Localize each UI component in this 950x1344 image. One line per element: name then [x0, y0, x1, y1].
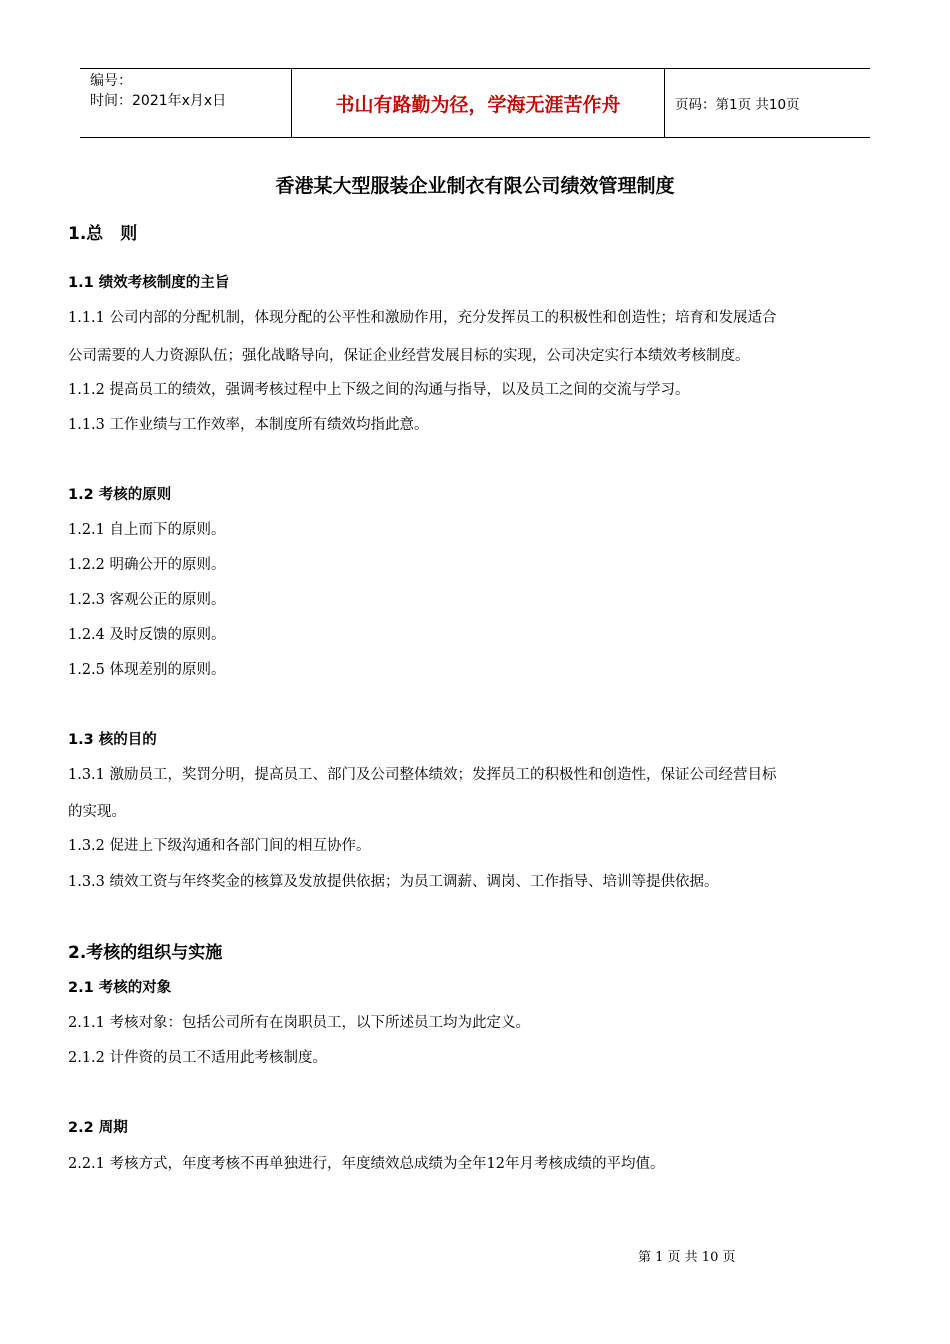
subsection-heading: 2.2 周期: [68, 1120, 128, 1136]
paragraph: 1.1.2 提高员工的绩效，强调考核过程中上下级之间的沟通与指导，以及员工之间的交流与学习。: [68, 382, 690, 398]
date-label: 时间：2021年x月x日: [90, 93, 227, 109]
paragraph: 2.1.2 计件资的员工不适用此考核制度。: [68, 1050, 328, 1066]
paragraph: 1.2.5 体现差别的原则。: [68, 662, 226, 678]
header-page-info: 页码：第1页 共10页: [675, 97, 800, 113]
paragraph: 1.1.3 工作业绩与工作效率，本制度所有绩效均指此意。: [68, 417, 429, 433]
subsection-heading: 1.2 考核的原则: [68, 487, 172, 503]
paragraph: 1.2.1 自上而下的原则。: [68, 522, 226, 538]
number-label: 编号：: [90, 73, 132, 89]
paragraph: 2.1.1 考核对象：包括公司所有在岗职员工，以下所述员工均为此定义。: [68, 1015, 531, 1031]
subsection-heading: 1.3 核的目的: [68, 732, 157, 748]
paragraph: 1.3.3 绩效工资与年终奖金的核算及发放提供依据；为员工调薪、调岗、工作指导、培训等提供依据。: [68, 874, 719, 890]
paragraph: 的实现。: [68, 804, 126, 820]
header-motto: 书山有路勤为径，学海无涯苦作舟: [292, 69, 665, 137]
subsection-heading: 2.1 考核的对象: [68, 980, 172, 996]
paragraph: 公司需要的人力资源队伍；强化战略导向，保证企业经营发展目标的实现，公司决定实行本绩效考核制度。: [68, 348, 750, 364]
document-title: 香港某大型服装企业制衣有限公司绩效管理制度: [275, 175, 675, 197]
header-meta: [80, 69, 292, 137]
paragraph: 1.1.1 公司内部的分配机制，体现分配的公平性和激励作用，充分发挥员工的积极性和创造性；培育和发展适合: [68, 310, 777, 326]
paragraph: 1.2.3 客观公正的原则。: [68, 592, 226, 608]
subsection-heading: 1.1 绩效考核制度的主旨: [68, 275, 230, 291]
section-heading: 2.考核的组织与实施: [68, 943, 223, 963]
paragraph: 2.2.1 考核方式，年度考核不再单独进行，年度绩效总成绩为全年12年月考核成绩的平均值。: [68, 1156, 665, 1172]
paragraph: 1.3.2 促进上下级沟通和各部门间的相互协作。: [68, 838, 371, 854]
section-heading: 1.总 则: [68, 224, 138, 244]
page-footer: 第 1 页 共 10 页: [638, 1250, 736, 1265]
paragraph: 1.2.4 及时反馈的原则。: [68, 627, 226, 643]
paragraph: 1.2.2 明确公开的原则。: [68, 557, 226, 573]
paragraph: 1.3.1 激励员工，奖罚分明，提高员工、部门及公司整体绩效；发挥员工的积极性和创造性，保证公司经营目标: [68, 767, 777, 783]
page-header: [80, 68, 870, 138]
